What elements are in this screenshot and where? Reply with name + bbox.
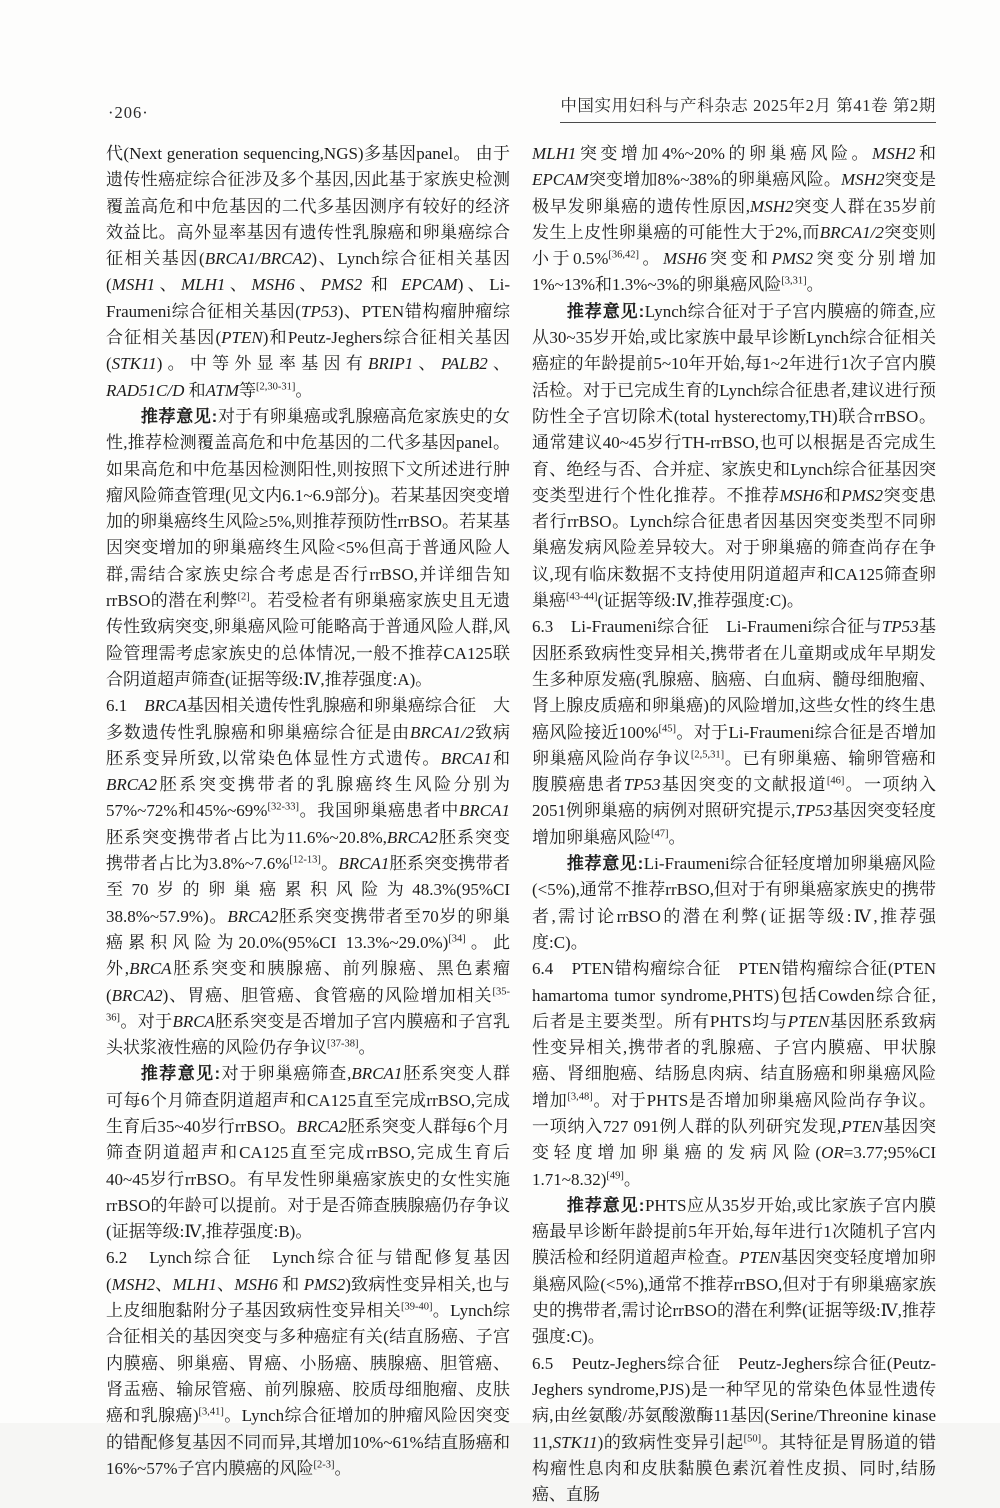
body-text: 突变增加4%~20%的卵巢癌风险。	[576, 144, 873, 163]
gene-name: BRCA2	[227, 906, 279, 926]
body-text: 和	[915, 144, 936, 163]
gene-name: MSH2	[872, 144, 916, 163]
body-text: 基因突变的文献报道	[660, 775, 827, 795]
gene-name: TP53	[795, 801, 833, 821]
gene-name: TP53	[623, 775, 661, 795]
gene-name: PMS2	[841, 485, 883, 505]
body-text: 。	[320, 854, 339, 874]
section-6-5-peutz-jeghers	[532, 1351, 936, 1508]
body-text: 基因胚系致病性变异相关,携带者在儿童期或成年早期发生多种原发癌(乳腺癌、脑癌、白血病、髓母细胞瘤、肾上腺皮质癌和卵巢癌)的风险增加,这些女性的终生患癌风险接近100%	[532, 617, 936, 742]
body-text: 胚系突变携带者占比为11.6%~20.8%,	[106, 827, 387, 847]
body-text: 、	[155, 1274, 173, 1294]
body-text: 胚系突变和胰腺癌、前列腺癌、黑色素瘤(	[106, 959, 511, 1005]
gene-name: BRCA2	[386, 827, 438, 847]
gene-name: MSH6	[779, 485, 824, 505]
journal-title-line: 中国实用妇科与产科杂志 2025年2月 第41卷 第2期	[560, 92, 936, 123]
gene-name: MLH1	[532, 144, 577, 163]
gene-name: MSH6	[251, 275, 295, 295]
reference-marker: [3,48]	[567, 1091, 593, 1103]
body-text: )、Li-Fraumeni综合征相关基因(	[106, 275, 511, 321]
reference-marker: [36,42]	[608, 249, 640, 261]
gene-name: BRCA1	[459, 801, 510, 821]
body-text: 6.1	[106, 696, 145, 716]
body-text: 。此外,	[106, 932, 510, 979]
body-text: 。Lynch综合征相关的基因突变与多种癌症有关(结直肠癌、子宫内膜癌、卵巢癌、胃癌、小肠癌、胰腺癌、胆管癌、肾盂癌、输尿管癌、前列腺癌、胶质母细胞瘤、皮肤癌和乳腺癌)	[106, 1301, 510, 1426]
page-number: ·206·	[108, 103, 149, 122]
body-text: 突变人群在35岁前发生上皮性卵巢癌的可能性大于2%,而	[532, 196, 937, 242]
gene-name: PMS2	[303, 1274, 346, 1294]
body-text: 、	[294, 275, 321, 295]
body-text: 6.2 Lynch综合征 Lynch综合征与错配修复基因(	[106, 1248, 510, 1294]
body-text: 对于有卵巢癌或乳腺癌高危家族史的女性,推荐检测覆盖高危和中危基因的二代多基因panel。如果高危和中危基因检测阳性,则按照下文所述进行肿瘤风险筛查管理(见文内6.1~6.9部分)。若某基因突变增加的卵巢癌终生风险≥5%,则推荐预防性rrBSO。若某基因突变增加的卵巢癌终生风险<5%但高于普通风险人群,需结合家族史综合考虑是否行rrBSO,并详细告知rrBSO的潜在利弊	[106, 406, 510, 611]
gene-name: PTEN	[787, 1011, 830, 1031]
section-6-4-pten	[532, 956, 936, 1193]
reference-marker: [3,31]	[781, 275, 807, 287]
body-text: 、	[155, 275, 182, 295]
body-text: )、Lynch综合征相关基因(	[106, 249, 510, 295]
body-text: (证据等级:Ⅳ,推荐强度:C)。	[597, 591, 804, 611]
recommendation-phts	[532, 1193, 936, 1351]
gene-name: MSH6	[234, 1274, 278, 1294]
body-text: 突变和	[706, 249, 772, 269]
section-6-2-lynch	[106, 1245, 510, 1482]
section-6-1-brca	[106, 693, 510, 1061]
body-text: 。我国卵巢癌患者中	[298, 801, 459, 821]
reference-marker: [2,5,31]	[690, 749, 725, 761]
gene-name: MSH2	[750, 196, 794, 216]
body-text: 致病胚系变异所致,以常染色体显性方式遗传。	[106, 722, 511, 768]
body-text: )的致病性变异引起	[597, 1432, 744, 1452]
gene-name: BRCA1	[440, 748, 492, 768]
body-text: 。	[623, 1169, 641, 1189]
page-header	[108, 92, 936, 123]
two-column-body	[106, 141, 936, 1508]
gene-name: BRIP1	[367, 354, 414, 374]
gene-name: BRCA1/BRCA2	[204, 249, 312, 269]
body-text: 突变分别增加1%~13%和1.3%~3%的卵巢癌风险	[532, 249, 937, 295]
body-text: 。	[358, 1038, 376, 1058]
body-text: 突变则小于0.5%	[532, 222, 936, 269]
paragraph-ngs-panel	[106, 141, 510, 404]
body-text: 、	[413, 354, 441, 374]
gene-name: BRCA1	[338, 854, 390, 874]
body-text: 和	[277, 1274, 304, 1294]
gene-name: RAD51C/D	[106, 380, 185, 400]
body-text: 。对于PHTS是否增加卵巢癌风险尚存争议。一项纳入727 091例人群的队列研究发现,	[532, 1090, 936, 1136]
body-text: =3.77;95%CI 1.71~8.32)	[532, 1143, 936, 1189]
paragraph-lynch-risk-continuation	[532, 141, 936, 299]
body-text: 。已有卵巢癌、输卵管癌和腹膜癌患者	[532, 748, 937, 795]
body-text: 。一项纳入2051例卵巢癌的病例对照研究提示,	[532, 775, 937, 821]
body-text: 。	[639, 249, 664, 269]
recommendation-lead: 推荐意见:	[566, 854, 644, 874]
body-text: 胚系突变携带者占比为3.8%~7.6%	[106, 827, 511, 874]
gene-name: BRCA	[144, 696, 187, 716]
gene-name: MSH2	[111, 1274, 156, 1294]
body-text: 等	[239, 380, 257, 400]
body-text: 胚系突变携带者至70岁的卵巢癌累积风险为20.0%(95%CI 13.3%~29.0%)	[106, 906, 510, 952]
body-text: 和	[491, 748, 511, 768]
reference-marker: [12-13]	[289, 854, 321, 866]
body-text: 胚系突变携带者的乳腺癌终生风险分别为57%~72%和45%~69%	[106, 775, 510, 821]
body-text: )和Peutz-Jeghers综合征相关基因(	[106, 328, 510, 374]
recommendation-lead: 推荐意见:	[140, 406, 218, 426]
gene-name: BRCA2	[106, 775, 157, 795]
gene-name: OR	[821, 1143, 844, 1163]
body-text: 。对于Li-Fraumeni综合征是否增加卵巢癌风险尚存争议	[532, 722, 936, 768]
body-text: )。中等外显率基因有	[156, 354, 368, 374]
gene-name: BRCA1/2	[410, 722, 475, 742]
gene-name: BRCA2	[111, 985, 163, 1005]
body-text: 对于卵巢癌筛查,	[220, 1064, 352, 1084]
body-text: 6.5 Peutz-Jeghers综合征 Peutz-Jeghers综合征(Peutz-Jeghers syndrome,PJS)是一种罕见的常染色体显性遗传病,由丝氨酸/苏氨酸激酶11基因(Serine/Threonine kinase 11,	[532, 1353, 936, 1452]
body-text: 、	[216, 1274, 235, 1294]
body-text: 。	[806, 275, 824, 295]
body-text: 。对于	[120, 1011, 173, 1031]
reference-marker: [2]	[237, 591, 250, 603]
gene-name: EPCAM	[532, 170, 589, 190]
body-text: 。Lynch综合征增加的肿瘤风险因突变的错配修复基因不同而异,其增加10%~61%结直肠癌和16%~57%子宫内膜癌的风险	[106, 1406, 510, 1478]
section-6-3-li-fraumeni	[532, 614, 936, 851]
recommendation-panel-testing	[106, 404, 510, 693]
body-text: 基因相关遗传性乳腺癌和卵巢癌综合征 大多数遗传性乳腺癌和卵巢癌综合征是由	[106, 696, 511, 742]
reference-marker: [43-44]	[566, 591, 598, 603]
body-text: Lynch综合征对于子宫内膜癌的筛查,应从30~35岁开始,或比家族中最早诊断Lynch综合征相关癌症的年龄提前5~10年开始,每1~2年进行1次子宫内膜活检。对于已完成生育的Lynch综合征患者,建议进行预防性全子宫切除术(total hysterectomy,TH)联合rrBSO。通常建议40~45岁行TH-rrBSO,也可以根据是否完成生育、绝经与否、合并症、家族史和Lynch综合征基因突变类型进行个性化推荐。不推荐	[532, 301, 936, 505]
recommendation-brca-screening	[106, 1061, 510, 1245]
reference-marker: [49]	[606, 1169, 624, 1181]
gene-name: MSH2	[841, 170, 885, 190]
body-text: 6.3 Li-Fraumeni综合征 Li-Fraumeni综合征与	[532, 617, 882, 637]
column-right	[532, 141, 936, 1508]
reference-marker: [32-33]	[267, 801, 299, 813]
body-text: 胚系突变人群可每6个月筛查阴道超声和CA125直至完成rrBSO,完成生育后35~40岁行rrBSO。	[106, 1064, 510, 1136]
gene-name: STK11	[552, 1432, 598, 1452]
reference-marker: [3,41]	[198, 1406, 224, 1418]
gene-name: BRCA2	[296, 1116, 348, 1136]
body-text: Li-Fraumeni综合征轻度增加卵巢癌风险(<5%),通常不推荐rrBSO,但对于有卵巢癌家族史的携带者,需讨论rrBSO的潜在利弊(证据等级:Ⅳ,推荐强度:C)。	[532, 854, 936, 952]
body-text: 。其特征是胃肠道的错构瘤性息肉和皮肤黏膜色素沉着性皮损、同时,结肠癌、直肠	[532, 1432, 936, 1505]
reference-marker: [2-3]	[313, 1459, 335, 1471]
body-text: 。若受检者有卵巢癌家族史且无遗传性致病突变,卵巢癌风险可能略高于普通风险人群,风险管理需考虑家族史的总体情况,一般不推荐CA125联合阴道超声筛查(证据等级:Ⅳ,推荐强度:A)。	[106, 591, 510, 689]
body-text: 基因突变轻度增加卵巢癌的发病风险(	[532, 1116, 937, 1163]
body-text: 、	[487, 354, 511, 374]
body-text: )、胃癌、胆管癌、食管癌的风险增加相关	[162, 985, 493, 1005]
gene-name: BRCA1/2	[819, 222, 884, 242]
gene-name: PALB2	[440, 354, 488, 374]
body-text: 。	[334, 1458, 352, 1478]
gene-name: MLH1	[181, 275, 226, 295]
gene-name: BRCA	[172, 1011, 215, 1031]
body-text: 突变患者行rrBSO。Lynch综合征患者因基因突变类型不同卵巢癌发病风险差异较大。对于卵巢癌的筛查尚存在争议,现有临床数据不支持使用阴道超声和CA125筛查卵巢癌	[532, 485, 937, 611]
recommendation-lead: 推荐意见:	[566, 301, 645, 321]
gene-name: TP53	[300, 301, 338, 321]
gene-name: PTEN	[739, 1248, 781, 1268]
gene-name: ATM	[205, 380, 240, 400]
gene-name: PMS2	[771, 249, 814, 269]
reference-marker: [46]	[826, 775, 845, 787]
recommendation-lead: 推荐意见:	[140, 1064, 221, 1084]
body-text: 胚系突变人群每6个月筛查阴道超声和CA125直至完成rrBSO,完成生育后40~45岁行rrBSO。有早发性卵巢癌家族史的女性实施rrBSO的年龄可以提前。对于是否筛查胰腺癌仍存争议(证据等级:Ⅳ,推荐强度:B)。	[106, 1116, 510, 1242]
reference-marker: [45]	[658, 722, 677, 734]
body-text: 6.4 PTEN错构瘤综合征 PTEN错构瘤综合征(PTEN hamartoma tumor syndrome,PHTS)包括Cowden综合征,后者是主要类型。所有PHTS均与	[532, 959, 936, 1031]
gene-name: EPCAM	[401, 275, 458, 295]
gene-name: TP53	[881, 617, 919, 637]
body-text: 。	[295, 380, 313, 400]
body-text: 、	[225, 275, 252, 295]
gene-name: PTEN	[221, 328, 263, 348]
recommendation-lynch	[532, 299, 936, 615]
body-text: 和	[823, 485, 842, 505]
gene-name: PMS2	[320, 275, 363, 295]
gene-name: BRCA1	[351, 1064, 403, 1084]
recommendation-li-fraumeni	[532, 851, 936, 956]
reference-marker: [39-40]	[400, 1301, 433, 1313]
gene-name: BRCA	[129, 959, 172, 979]
body-text: 胚系突变携带者至70岁的卵巢癌累积风险为48.3%(95%CI 38.8%~57.9%)。	[106, 854, 511, 926]
gene-name: MLH1	[172, 1274, 217, 1294]
body-text: PHTS应从35岁开始,或比家族子宫内膜癌最早诊断年龄提前5年开始,每年进行1次随机子宫内膜活检和经阴道超声检查。	[532, 1195, 936, 1268]
body-text: 胚系突变是否增加子宫内膜癌和子宫乳头状浆液性癌的风险仍存争议	[106, 1011, 511, 1058]
gene-name: STK11	[111, 354, 157, 374]
gene-name: MSH1	[111, 275, 156, 295]
body-text: 基因胚系致病性变异相关,携带者的乳腺癌、子宫内膜癌、甲状腺癌、肾细胞癌、结肠息肉病、结直肠癌和卵巢癌风险增加	[532, 1011, 937, 1110]
body-text: 和	[184, 380, 206, 400]
body-text: 突变增加8%~38%的卵巢癌风险。	[588, 170, 841, 190]
body-text: 突变是极早发卵巢癌的遗传性原因,	[532, 170, 936, 216]
body-text: 基因突变轻度增加卵巢癌风险(<5%),通常不推荐rrBSO,但对于有卵巢癌家族史的携带者,需讨论rrBSO的潜在利弊(证据等级:Ⅳ,推荐强度:C)。	[532, 1248, 937, 1347]
body-text: 和	[362, 275, 402, 295]
gene-name: MSH6	[663, 249, 707, 269]
reference-marker: [47]	[651, 828, 669, 840]
gene-name: PTEN	[841, 1116, 883, 1136]
body-text: 基因突变轻度增加卵巢癌风险	[532, 801, 937, 847]
body-text: 。	[668, 827, 686, 847]
reference-marker: [35-36]	[106, 985, 510, 1024]
body-text: )、PTEN错构瘤肿瘤综合征相关基因(	[106, 301, 510, 348]
body-text: 代(Next generation sequencing,NGS)多基因panel。 由于遗传性癌症综合征涉及多个基因,因此基于家族史检测覆盖高危和中危基因的二代多基因测序有较好的经济效益比。高外显率基因有遗传性乳腺癌和卵巢癌综合征相关基因(	[106, 144, 510, 269]
reference-marker: [37-38]	[327, 1038, 359, 1050]
reference-marker: [50]	[743, 1432, 762, 1444]
reference-marker: [2,30-31]	[256, 381, 296, 393]
body-text: )致病性变异相关,也与上皮细胞黏附分子基因致病性变异相关	[106, 1274, 510, 1321]
column-left	[106, 141, 510, 1508]
recommendation-lead: 推荐意见:	[566, 1195, 645, 1215]
reference-marker: [34]	[448, 933, 466, 945]
